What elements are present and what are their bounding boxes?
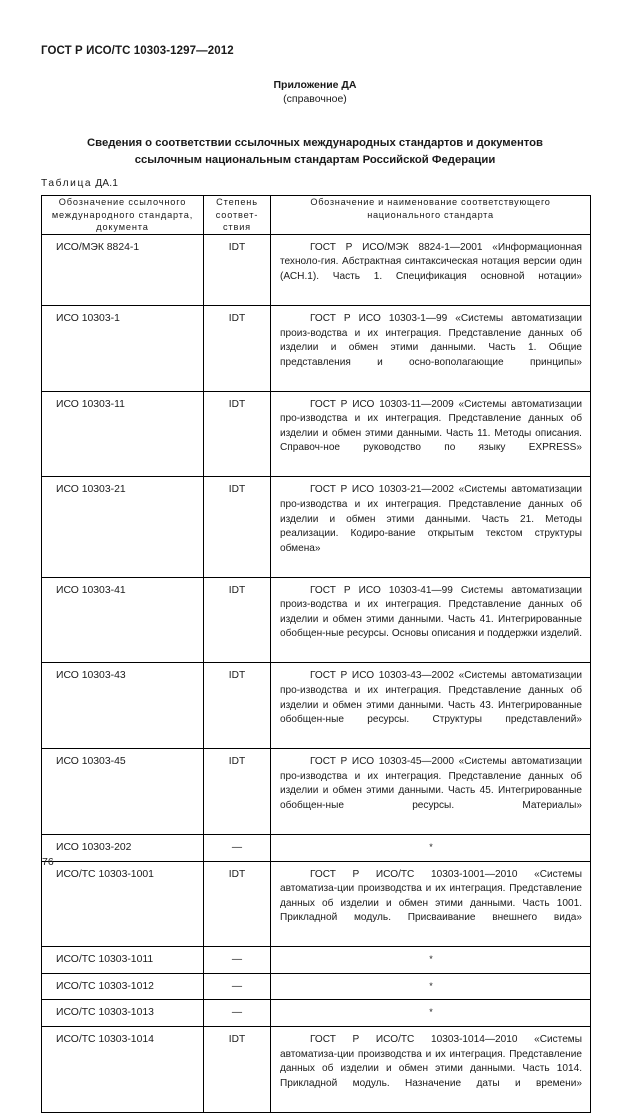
cell-international-code: ИСО/ТС 10303-1012 xyxy=(42,973,204,1000)
table-caption-number: ДА.1 xyxy=(95,178,119,189)
annex-title: Сведения о соответствии ссылочных международных стандартов и документов ссылочным национальным стандартам Российской Федерации xyxy=(86,137,544,166)
reference-standards-table xyxy=(41,195,591,1113)
cell-international-code: ИСО/ТС 10303-1011 xyxy=(42,947,204,974)
table-row xyxy=(42,663,591,749)
cell-text: ГОСТ Р ИСО/ТС 10303-1014—2010 «Системы автоматиза-ции производства и их интеграция. Представление данных об изделии и обмен этими данными. Часть 1014. Прикладной модуль. Назначение даты и времени» xyxy=(280,1034,582,1089)
cell-text: * xyxy=(429,980,433,991)
cell-degree-of-conformity: IDT xyxy=(204,391,271,477)
cell-international-code: ИСО 10303-202 xyxy=(42,834,204,861)
cell-degree-of-conformity: — xyxy=(204,973,271,1000)
cell-text: ГОСТ Р ИСО 10303-43—2002 «Системы автоматизации про-изводства и их интеграция. Представление данных об изделии и обмен этими данными. Часть 43. Интегрированные обобщен-ные ресурсы. Структуры представлений» xyxy=(280,670,582,726)
cell-national-standard xyxy=(271,391,591,477)
table-caption-prefix: Таблица xyxy=(41,178,93,189)
column-header-line: международного стандарта, xyxy=(51,209,194,220)
column-header-line: национального стандарта xyxy=(367,209,494,220)
column-header-degree-of-conformity xyxy=(204,196,271,235)
column-header-line: документа xyxy=(96,222,149,233)
table-row xyxy=(42,391,591,477)
column-header-line: ствия xyxy=(222,222,252,233)
document-header: ГОСТ Р ИСО/ТС 10303-1297—2012 xyxy=(41,45,234,57)
cell-international-code: ИСО 10303-45 xyxy=(42,749,204,835)
cell-international-code: ИСО 10303-21 xyxy=(42,477,204,577)
cell-national-standard xyxy=(271,749,591,835)
cell-national-standard xyxy=(271,663,591,749)
table-row xyxy=(42,861,591,947)
annex-kind: (справочное) xyxy=(283,93,347,105)
cell-degree-of-conformity: — xyxy=(204,1000,271,1027)
cell-text: ГОСТ Р ИСО/МЭК 8824-1—2001 «Информационная техноло-гия. Абстрактная синтаксическая нотация версии один (АСН.1). Часть 1. Спецификация основной нотации» xyxy=(280,241,582,282)
cell-text: ГОСТ Р ИСО/ТС 10303-1001—2010 «Системы автоматиза-ции производства и их интеграция. Представление данных об изделии и обмен этими данными. Часть 1001. Прикладной модуль. Присваивание внешнего вида» xyxy=(280,868,582,924)
cell-degree-of-conformity: — xyxy=(204,834,271,861)
cell-international-code: ИСО/ТС 10303-1013 xyxy=(42,1000,204,1027)
cell-degree-of-conformity: IDT xyxy=(204,577,271,663)
table-row xyxy=(42,834,591,861)
cell-international-code: ИСО/ТС 10303-1001 xyxy=(42,861,204,947)
cell-international-code: ИСО 10303-1 xyxy=(42,305,204,391)
cell-degree-of-conformity: IDT xyxy=(204,234,271,305)
table-row xyxy=(42,305,591,391)
annex-name: Приложение ДА xyxy=(273,79,357,91)
column-header-national-standard xyxy=(271,196,591,235)
table-row xyxy=(42,577,591,663)
table-row xyxy=(42,477,591,577)
annex-heading-block xyxy=(0,78,630,106)
cell-degree-of-conformity: IDT xyxy=(204,305,271,391)
cell-degree-of-conformity: IDT xyxy=(204,477,271,577)
column-header-international-code xyxy=(42,196,204,235)
table-row xyxy=(42,1000,591,1027)
table-row xyxy=(42,234,591,305)
table-row xyxy=(42,1027,591,1113)
cell-national-standard xyxy=(271,477,591,577)
cell-international-code: ИСО 10303-41 xyxy=(42,577,204,663)
cell-national-standard xyxy=(271,861,591,947)
table-head xyxy=(42,196,591,235)
cell-national-standard xyxy=(271,577,591,663)
cell-text: ГОСТ Р ИСО 10303-41—99 Системы автоматизации произ-водства и их интеграция. Представление данных об изделии и обмен этими данными. Часть 41. Интегрированные обобщен-ные ресурсы. Основы описания и поддержки изделий. xyxy=(280,584,582,640)
cell-text: ГОСТ Р ИСО 10303-1—99 «Системы автоматизации произ-водства и их интеграция. Представление данных об изделии и обмен этими данными. Часть 1. Общие представления и осно-вополагающие принципы» xyxy=(280,312,582,368)
cell-text: ГОСТ Р ИСО 10303-45—2000 «Системы автоматизации про-изводства и их интеграция. Представление данных об изделии и обмен этими данными. Часть 45. Интегрированные обобщен-ные ресурсы. Материалы» xyxy=(280,756,582,811)
cell-international-code: ИСО/МЭК 8824-1 xyxy=(42,234,204,305)
column-header-line: Обозначение и наименование соответствующего xyxy=(310,197,551,207)
column-header-line: соответ- xyxy=(215,209,259,220)
table-header-row xyxy=(42,196,591,235)
cell-international-code: ИСО 10303-11 xyxy=(42,391,204,477)
column-header-line: Степень xyxy=(216,197,258,207)
cell-international-code: ИСО 10303-43 xyxy=(42,663,204,749)
cell-national-standard xyxy=(271,1027,591,1113)
cell-text: * xyxy=(429,1007,433,1018)
cell-footnote-marker xyxy=(271,973,591,1000)
cell-international-code: ИСО/ТС 10303-1014 xyxy=(42,1027,204,1113)
cell-degree-of-conformity: — xyxy=(204,947,271,974)
cell-degree-of-conformity: IDT xyxy=(204,861,271,947)
cell-footnote-marker xyxy=(271,834,591,861)
cell-text: ГОСТ Р ИСО 10303-11—2009 «Системы автоматизации про-изводства и их интеграция. Представление данных об изделии и обмен этими данными. Часть 11. Методы описания. Справоч-ное руководство по языку EXPRESS» xyxy=(280,398,582,454)
cell-footnote-marker xyxy=(271,1000,591,1027)
cell-national-standard xyxy=(271,234,591,305)
cell-footnote-marker xyxy=(271,947,591,974)
table-row xyxy=(42,749,591,835)
cell-text: * xyxy=(429,841,433,852)
cell-text: ГОСТ Р ИСО 10303-21—2002 «Системы автоматизации про-изводства и их интеграция. Представление данных об изделии и обмен этими данными. Часть 21. Методы реализации. Кодиро-вание открытым текстом структуры обмена» xyxy=(280,484,582,554)
cell-degree-of-conformity: IDT xyxy=(204,749,271,835)
table-row xyxy=(42,973,591,1000)
cell-degree-of-conformity: IDT xyxy=(204,663,271,749)
table-body xyxy=(42,234,591,1112)
page-number: 76 xyxy=(42,856,54,868)
cell-text: * xyxy=(429,954,433,965)
cell-degree-of-conformity: IDT xyxy=(204,1027,271,1113)
column-header-line: Обозначение ссылочного xyxy=(58,197,187,207)
cell-national-standard xyxy=(271,305,591,391)
table-caption xyxy=(41,178,118,189)
table-row xyxy=(42,947,591,974)
